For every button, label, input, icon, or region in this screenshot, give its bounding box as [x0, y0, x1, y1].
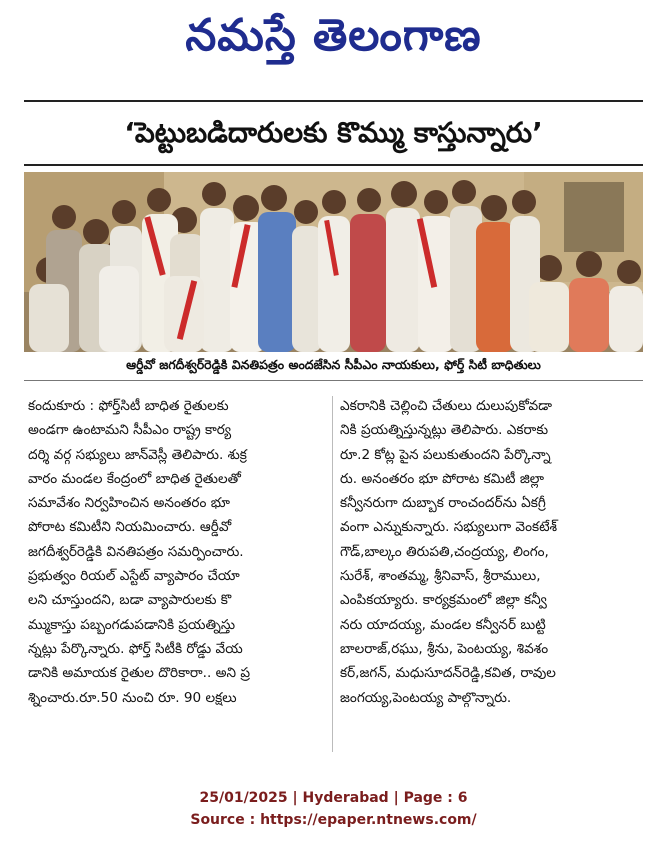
article-photo — [24, 172, 643, 352]
source-link[interactable]: Source : https://epaper.ntnews.com/ — [190, 812, 477, 828]
headline-rule — [24, 164, 643, 166]
article-body-left-column: కందుకూరు : ఫోర్త్‌సిటీ బాధిత రైతులకు అండగా ఉంటామని సీపీఎం రాష్ట్ర కార్య దర్శి వర్గ సభ్యులు జాన్‌వెస్లీ తెలిపారు. శుక్ర వారం మండల కేంద్రంలో బాధిత రైతులతో సమావేశం నిర్వహించిన అనంతరం భూ పోరాట కమిటీని నియమించారు. ఆర్డీవో జగదీశ్వర్‌రెడ్డికి వినతిపత్రం సమర్పించారు. ప్రభుత్వం రియల్ ఎస్టేట్ వ్యాపారం చేయా లని చూస్తుందని, బడా వ్యాపారులకు కొ మ్ముకాస్తు పబ్బంగడుపడానికి ప్రయత్నిస్తు న్నట్లు పేర్కొన్నారు. ఫోర్త్ సిటీకి రోడ్డు వేయ డానికి అమాయక రైతుల దొరికారా.. అని ప్ర శ్నించారు.రూ.50 నుంచి రూ. 90 లక్షలు — [28, 398, 250, 706]
masthead — [0, 0, 667, 72]
column-divider — [332, 396, 333, 752]
photo-caption: ఆర్డీవో జగదీశ్వర్‌రెడ్డికి వినతిపత్రం అందజేసిన సీపీఎం నాయకులు, ఫోర్త్ సిటీ బాధితులు — [126, 357, 541, 372]
top-rule — [24, 100, 643, 102]
caption-rule — [24, 380, 643, 381]
newspaper-logo: నమస్తే తెలంగాణ — [185, 10, 482, 61]
article-headline: ‘పెట్టుబడిదారులకు కొమ్ము కాస్తున్నారు’ — [124, 116, 543, 149]
group-photo-illustration — [24, 172, 643, 352]
edition-info: 25/01/2025 | Hyderabad | Page : 6 — [199, 790, 468, 806]
article-body-right-column: ఎకరానికి చెల్లించి చేతులు దులుపుకోవడా నికి ప్రయత్నిస్తున్నట్లు తెలిపారు. ఎకరాకు రూ.2 కోట్ల పైన పలుకుతుందని పేర్కొన్నా రు. అనంతరం భూ పోరాట కమిటీ జిల్లా కన్వీనరుగా దుబ్బాక రాంచందర్‌ను ఏకగ్రీ వంగా ఎన్నుకున్నారు. సభ్యులుగా వెంకటేశ్ గౌడ్,బాల్కం తిరుపతి,చంద్రయ్య, లింగం, సురేశ్, శాంతమ్మ, శ్రీనివాస్, శ్రీరాములు, ఎంపికయ్యారు. కార్యక్రమంలో జిల్లా కన్వీ నరు యాదయ్య, మండల కన్వీనర్ బుట్టి బాలరాజ్,రఘు, శ్రీను, పెంటయ్య, శివశం కర్,జగన్, మధుసూదన్‌రెడ్డి,కవిత, రావుల జంగయ్య,పెంటయ్య పాల్గొన్నారు. — [340, 398, 558, 706]
